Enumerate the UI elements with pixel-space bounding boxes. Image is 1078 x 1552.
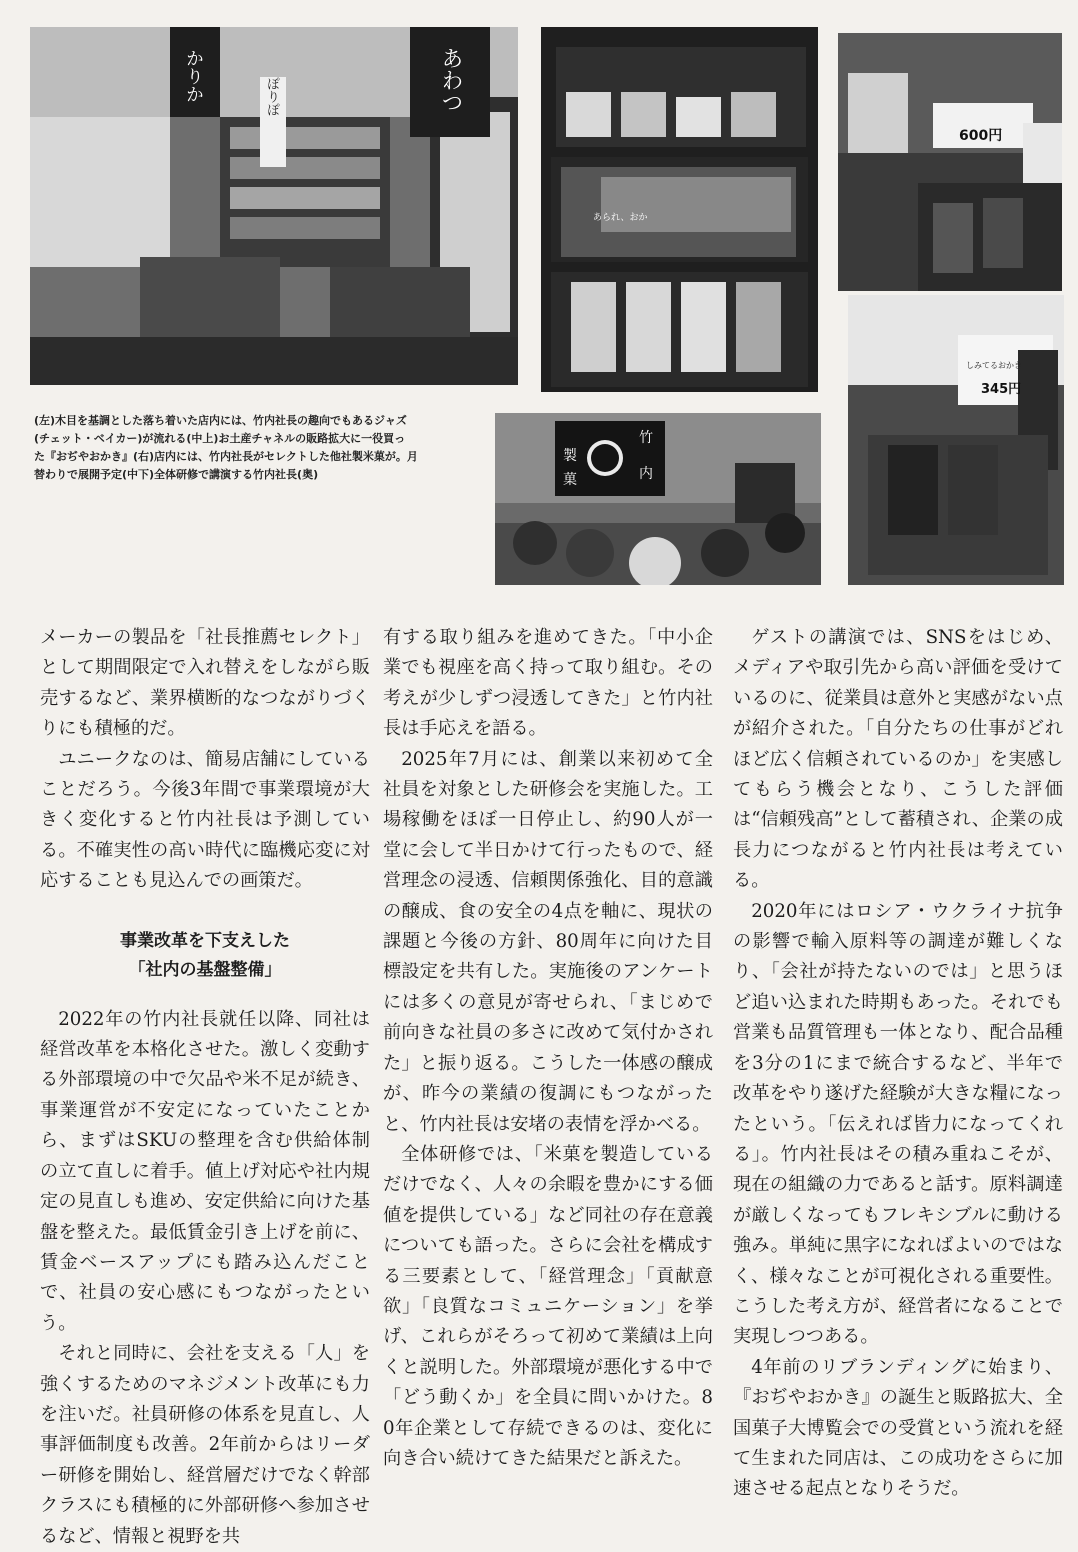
caption-line: た『おぢやおかき』(右)店内には、竹内社長がセレクトした他社製米菓が。月 [34,450,418,463]
training-session-photo [495,413,821,585]
snack-display-photo-top [838,33,1062,291]
price-600: 600円 [959,128,1003,144]
caption-line: 替わりで展開予定(中下)全体研修で講演する竹内社長(奥) [34,468,319,481]
article-column-2 [383,623,713,1474]
banner-char-mid: 菓 [563,472,577,488]
caption-line: (左)木目を基調とした落ち着いた店内には、竹内社長の趣向でもあるジャズ [34,414,407,427]
paragraph: メーカーの製品を「社長推薦セレクト」として期間限定で入れ替えをしながら販売するなど、業界横断的なつながりづくりにも積極的だ。 [40,627,370,740]
paragraph: ゲストの講演では、SNSをはじめ、メディアや取引先から高い評価を受けているのに、従業員は意外と実感がない点が紹介された。「自分たちの仕事がどれほど広く信頼されているのか」を実感してもらう機会となり、こうした評価は“信頼残高”として蓄積され、企業の成長力につながると竹内社長は考えている。 [733,627,1063,892]
heading-line: 事業改革を下支えした [120,930,290,951]
price-345: 345円 [981,382,1022,397]
article-column-1 [40,623,370,1552]
paragraph: 全体研修では、「米菓を製造しているだけでなく、人々の余暇を豊かにする価値を提供している」など同社の存在意義についても語った。さらに会社を構成する三要素として、「経営理念」「貢献意欲」「良質なコミュニケーション」を挙げ、これらがそろって初めて業績は上向くと説明した。外部環境が悪化する中で「どう動くか」を全員に問いかけた。80年企業として存続できるのは、変化に向き合い続けてきた結果だと訴えた。 [383,1143,713,1469]
section-heading [40,927,370,985]
paragraph: 4年前のリブランディングに始まり、『おぢやおかき』の誕生と販路拡大、全国菓子大博覧会での受賞という流れを経て生まれた同店は、この成功をさらに加速させる起点となりそうだ。 [733,1356,1063,1500]
banner-char-right: 内 [639,466,653,482]
product-label: しみてるおかき [966,361,1022,370]
store-interior-photo [30,27,518,385]
sign-awatsu: あわつ [438,47,463,113]
box-label: あられ、おか [593,213,648,223]
paragraph: 有する取り組みを進めてきた。「中小企業でも視座を高く持って取り組む。その考えが少しずつ浸透してきた」と竹内社長は手応えを語る。 [383,627,713,740]
paragraph: 2022年の竹内社長就任以降、同社は経営改革を本格化させた。激しく変動する外部環境の中で欠品や米不足が続き、事業運営が不安定になっていたことから、まずはSKUの整理を含む供給体制の立て直しに着手。値上げ対応や社内規定の見直しも進め、安定供給に向けた基盤を整えた。最低賃金引き上げを前に、賃金ベースアップにも踏み込んだことで、社員の安心感にもつながったという。 [40,1008,370,1334]
banner-char-left: 製 [563,448,577,464]
sign-karika: かりか [183,49,204,103]
sign-poripo: ぽりぽ [264,77,279,116]
paragraph: それと同時に、会社を支える「人」を強くするためのマネジメント改革にも力を注いだ。社員研修の体系を見直し、人事評価制度も改善。2年前からはリーダー研修を開始し、経営層だけでなく幹部クラスにも積極的に外部研修へ参加させるなど、情報と視野を共 [40,1343,370,1547]
banner-char-top: 竹 [639,430,653,446]
paragraph: 2020年にはロシア・ウクライナ抗争の影響で輸入原料等の調達が難しくなり、「会社が持たないのでは」と思うほど追い込まれた時期もあった。それでも営業も品質管理も一体となり、配合品種を3分の1にまで統合するなど、半年で改革をやり遂げた経験が大きな糧になったという。「伝えれば皆力になってくれる」。竹内社長はその積み重ねこそが、現在の組織の力であると話す。原料調達が厳しくなってもフレキシブルに動ける強み。単純に黒字になればよいのではなく、様々なことが可視化される重要性。こうした考え方が、経営者になることで実現しつつある。 [733,900,1063,1348]
caption-line: (チェット・ベイカー)が流れる(中上)お土産チャネルの販路拡大に一役買っ [34,432,406,445]
product-shelf-photo [541,27,818,392]
paragraph: 2025年7月には、創業以来初めて全社員を対象とした研修会を実施した。工場稼働をほぼ一日停止し、約90人が一堂に会して半日かけて行ったもので、経営理念の浸透、信頼関係強化、目的意識の醸成、食の安全の4点を軸に、現状の課題と今後の方針、80周年に向けた目標設定を共有した。実施後のアンケートには多くの意見が寄せられ、「まじめで前向きな社員の多さに改めて気付かされた」と振り返る。こうした一体感の醸成が、昨今の業績の復調にもつながったと、竹内社長は安堵の表情を浮かべる。 [383,748,713,1135]
heading-line: 「社内の基盤整備」 [128,959,282,980]
article-column-3 [733,623,1063,1505]
photo-caption [34,412,474,484]
paragraph: ユニークなのは、簡易店舗にしていることだろう。今後3年間で事業環境が大きく変化すると竹内社長は予測している。不確実性の高い時代に臨機応変に対応することも見込んでの画策だ。 [40,748,370,892]
snack-display-photo-bottom [848,295,1064,585]
